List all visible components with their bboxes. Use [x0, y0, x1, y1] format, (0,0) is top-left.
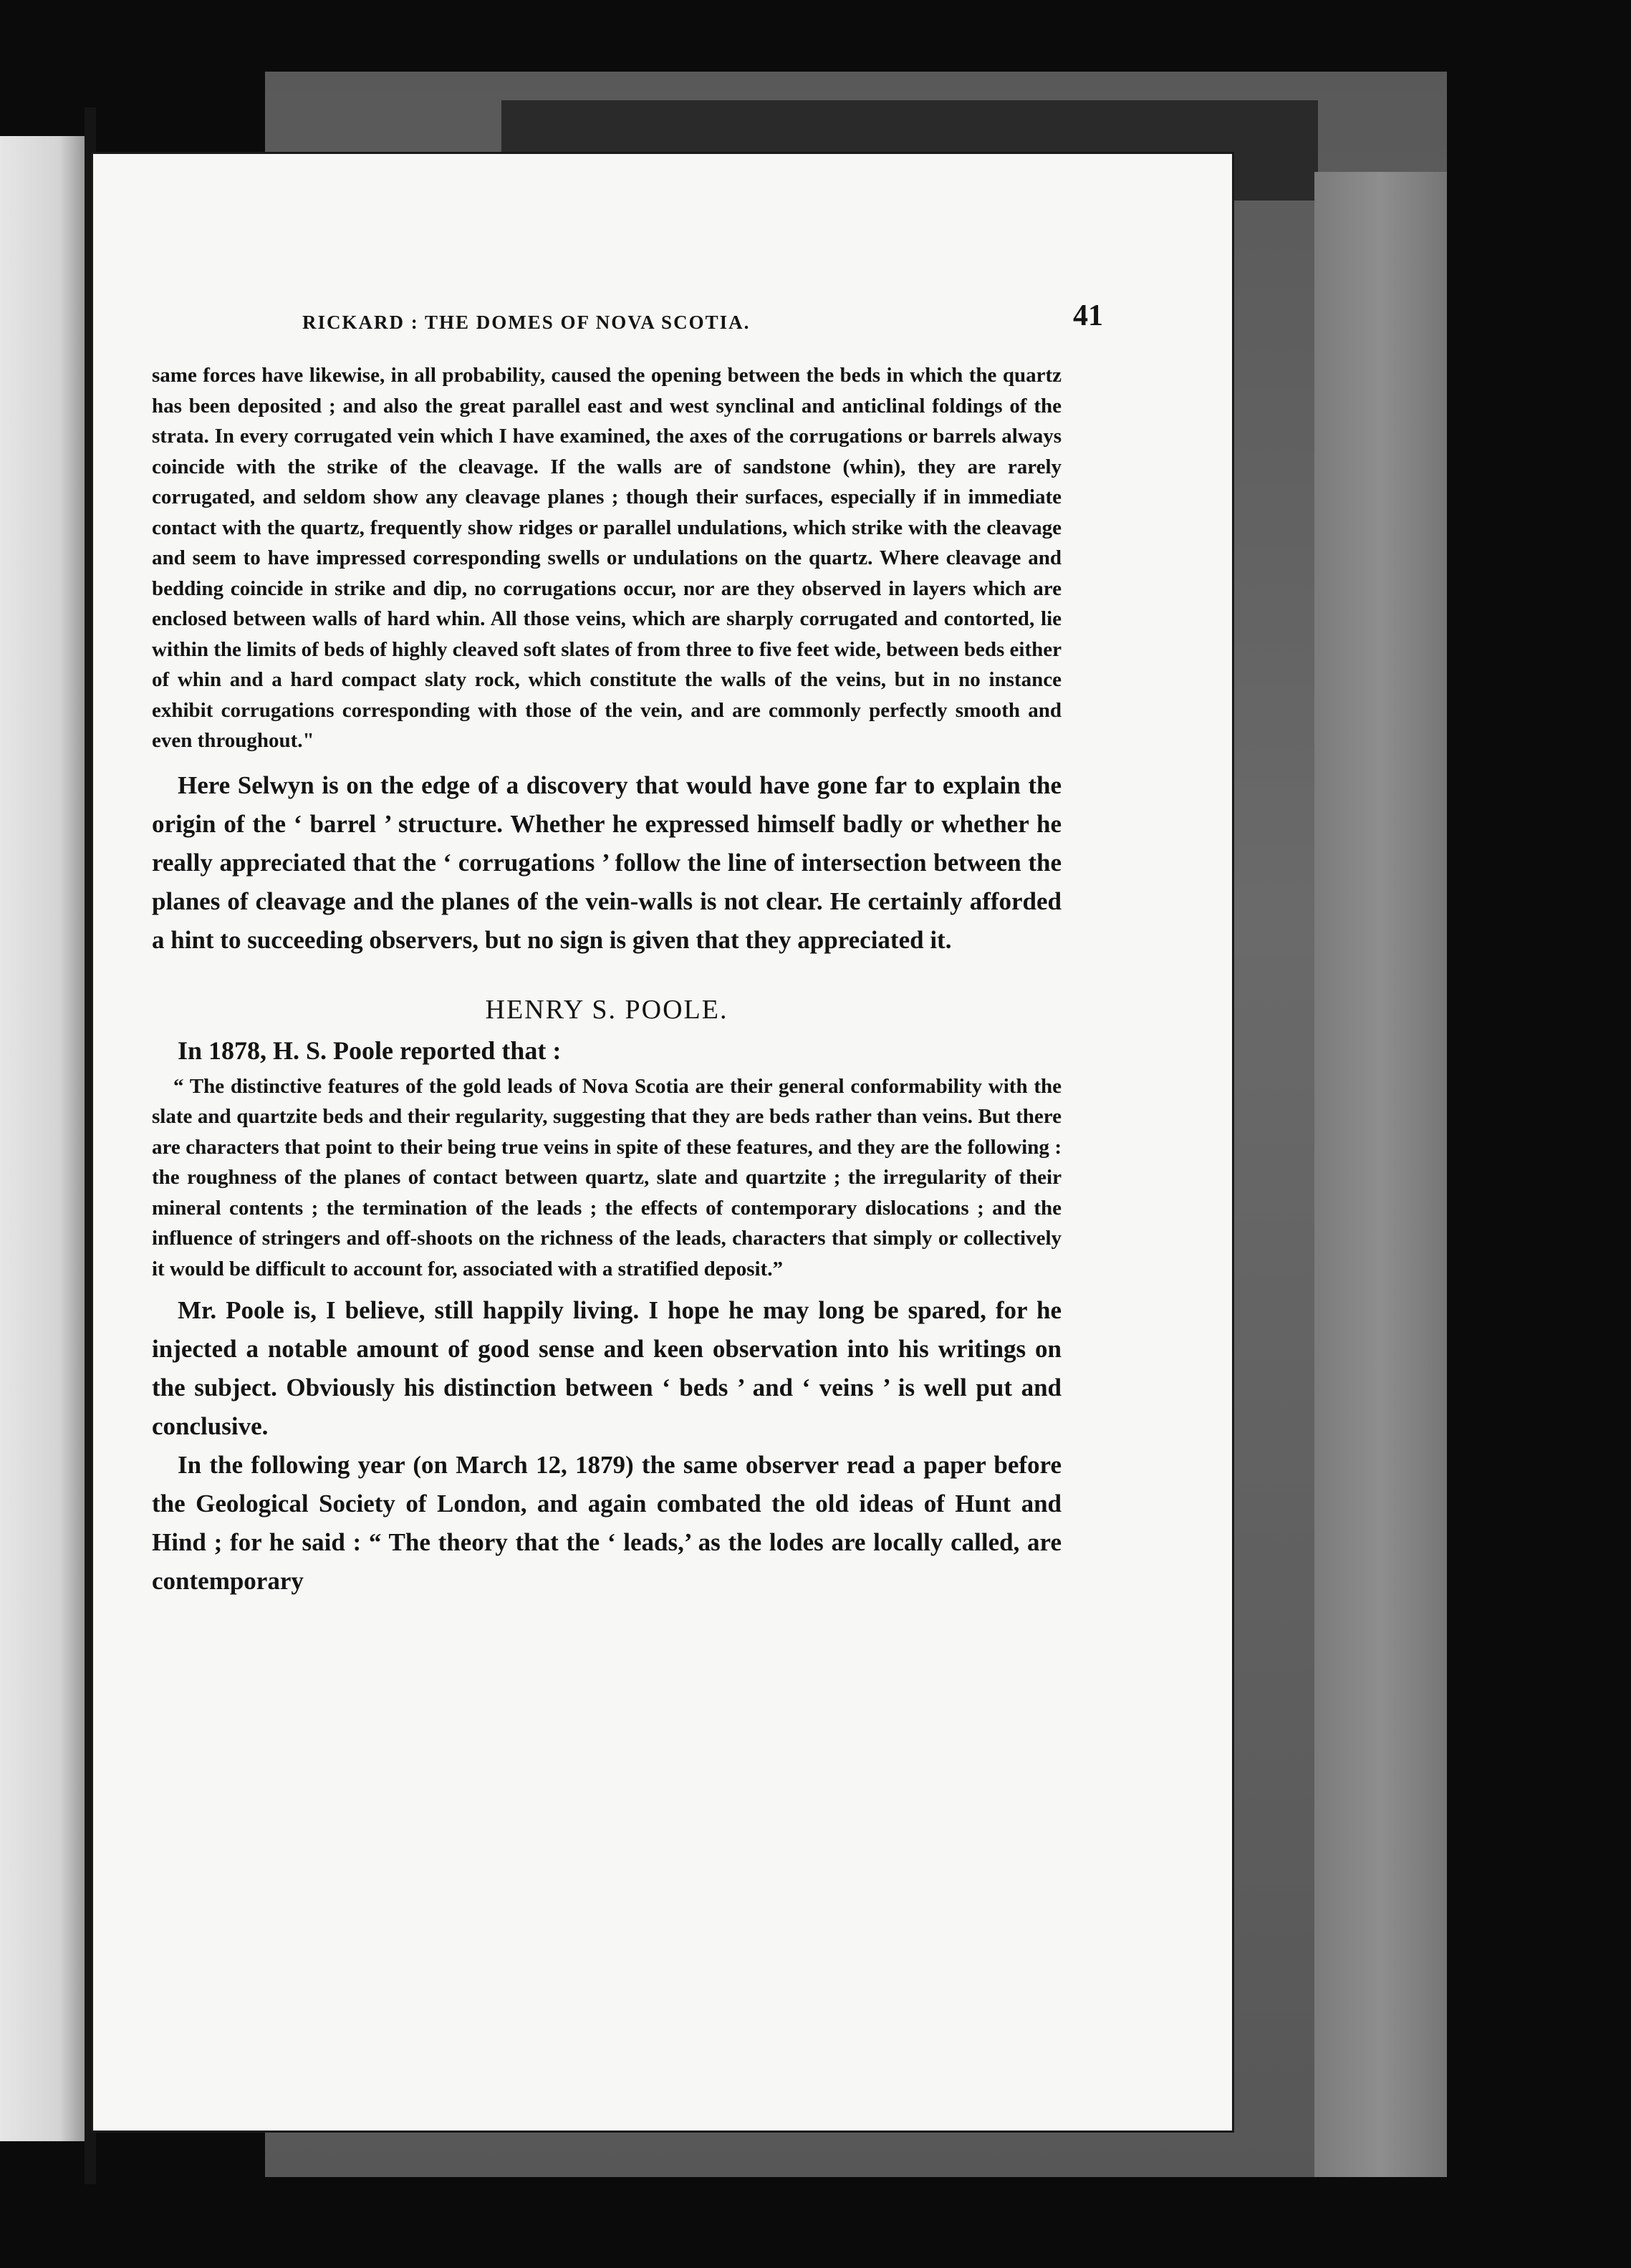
- poole-commentary-paragraph: Mr. Poole is, I believe, still happily living. I hope he may long be spared, for he injected a notable amount of good sense and keen observation into his writings on the subject. Obviously his distinction between ‘ beds ’ and ‘ veins ’ is well put and conclusive.: [152, 1296, 1062, 1440]
- page-number: 41: [1073, 299, 1103, 332]
- selwyn-quote-text: same forces have likewise, in all probability, caused the opening between the beds in which the quartz has been deposited ; and also the great parallel east and west synclinal and anticlinal foldings of the strata. In every corrugated vein which I have examined, the axes of the corrugations or barrels always coincide with the strike of the cleavage. If the walls are of sandstone (whin), they are rarely corrugated, and seldom show any cleavage planes ; though their surfaces, especially if in immediate contact with the quartz, frequently show ridges or parallel undulations, which strike with the cleavage and seem to have impressed corresponding swells or undulations on the quartz. Where cleavage and bedding coincide in strike and dip, no corrugations occur, nor are they observed in layers which are enclosed between walls of hard whin. All those veins, which are sharply corrugated and contorted, lie within the limits of beds of highly cleaved soft slates of from three to five feet wide, between beds either of whin and a hard compact slaty rock, which constitute the walls of the veins, but in no instance exhibit corrugations corresponding with those of the vein, and are commonly perfectly smooth and even throughout.": [152, 364, 1062, 752]
- following-year-paragraph: In the following year (on March 12, 1879) the same observer read a paper before the Geological Society of London, and again combated the old ideas of Hunt and Hind ; for he said : “ The theory that the ‘ leads,’ as the lodes are locally called, are contemporary: [152, 1451, 1062, 1595]
- selwyn-quote-block: [152, 360, 1062, 756]
- selwyn-commentary-paragraph: Here Selwyn is on the edge of a discovery that would have gone far to explain the origin of the ‘ barrel ’ structure. Whether he expressed himself badly or whether he really appreciated that the ‘ corrugations ’ follow the line of intersection between the planes of cleavage and the planes of the vein-walls is not clear. He certainly afforded a hint to succeeding observers, but no sign is given that they appreciated it.: [152, 771, 1062, 954]
- poole-intro-line: In 1878, H. S. Poole reported that :: [178, 1036, 562, 1065]
- section-heading: HENRY S. POOLE.: [485, 994, 728, 1025]
- facing-page-edge: [0, 136, 85, 2141]
- page-content: [152, 297, 1103, 1601]
- backing-right-strip: [1314, 172, 1447, 2177]
- running-title: RICKARD : THE DOMES OF NOVA SCOTIA.: [302, 312, 751, 333]
- running-head: [188, 297, 1103, 340]
- poole-quote-text: “ The distinctive features of the gold leads of Nova Scotia are their general conformability with the slate and quartzite beds and their regularity, suggesting that they are beds rather than veins. But there are characters that point to their being true veins in spite of these features, and they are the following : the roughness of the planes of contact between quartz, slate and quartzite ; the irregularity of their mineral contents ; the termination of the leads ; the effects of contemporary dislocations ; and the influence of stringers and off-shoots on the richness of the leads, characters that simply or collectively it would be difficult to account for, associated with a stratified deposit.”: [152, 1074, 1062, 1280]
